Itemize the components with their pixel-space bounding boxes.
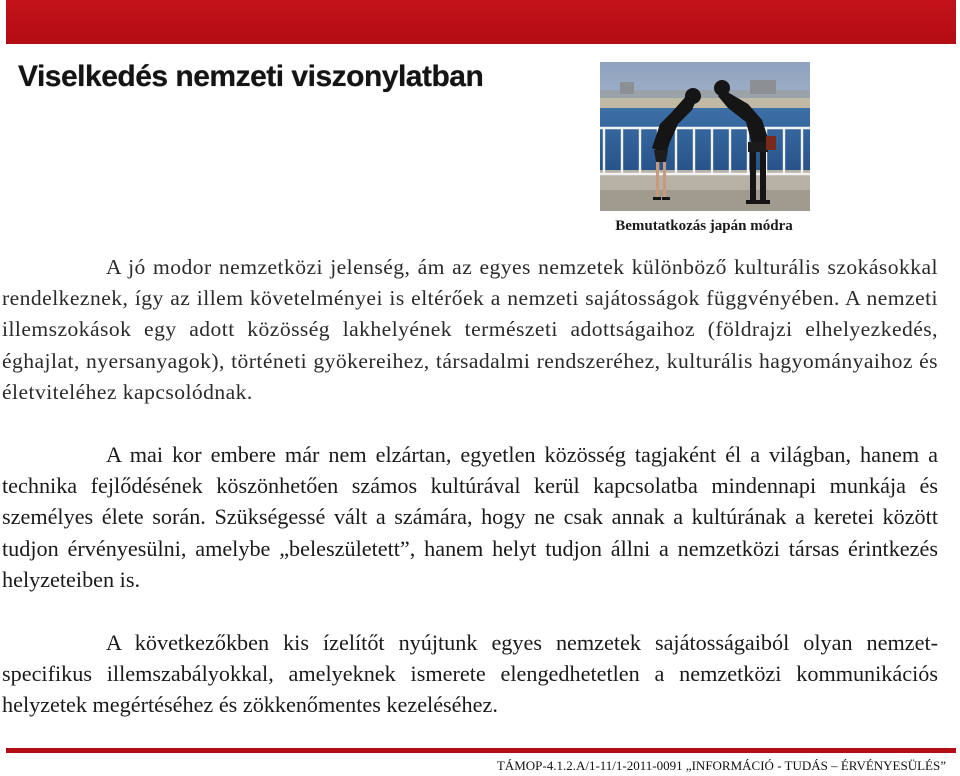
header-band xyxy=(6,0,956,44)
paragraph-text: A jó modor nemzetközi jelenség, ám az egyes nemzetek különböző kulturális szokásokkal rendelkeznek, így az illem követelményei is eltérőek a nemzeti sajátosságok függvényében. A nemzeti illemszokások egy adott közösség lakhelyének természeti adottságaihoz (földrajzi elhelyezkedés, éghajlat, nyersanyagok), történeti gyökereihez, társadalmi rendszeréhez, kulturális hagyományaihoz és életviteléhez kapcsolódnak. xyxy=(2,255,938,404)
slide-title: Viselkedés nemzeti viszonylatban xyxy=(18,60,484,93)
paragraph-3 xyxy=(2,627,938,721)
footer-rule xyxy=(6,748,956,753)
paragraph-text: A következőkben kis ízelítőt nyújtunk egyes nemzetek sajátosságaiból olyan nemzet-specifikus illemszabályokkal, amelyeknek ismerete elengedhetetlen a nemzetközi kommunikációs helyzetek megértéséhez és zökkenőmentes kezeléséhez. xyxy=(2,630,938,718)
bowing-photo xyxy=(600,62,810,211)
photo-caption: Bemutatkozás japán módra xyxy=(615,218,793,234)
paragraph-2 xyxy=(2,439,938,595)
project-footer: TÁMOP-4.1.2.A/1-11/1-2011-0091 „INFORMÁCIÓ - TUDÁS – ÉRVÉNYESÜLÉS” xyxy=(496,758,946,773)
paragraph-text: A mai kor embere már nem elzártan, egyetlen közösség tagjaként él a világban, hanem a technika fejlődésének köszönhetően számos kultúrával kerül kapcsolatba mindennapi munkája és személyes élete során. Szükségessé vált a számára, hogy ne csak annak a kultúrának a keretei között tudjon érvényesülni, amelybe „beleszületett”, hanem helyt tudjon állni a nemzetközi társas érintkezés helyzeteiben is. xyxy=(2,442,938,592)
paragraph-1 xyxy=(2,252,938,408)
